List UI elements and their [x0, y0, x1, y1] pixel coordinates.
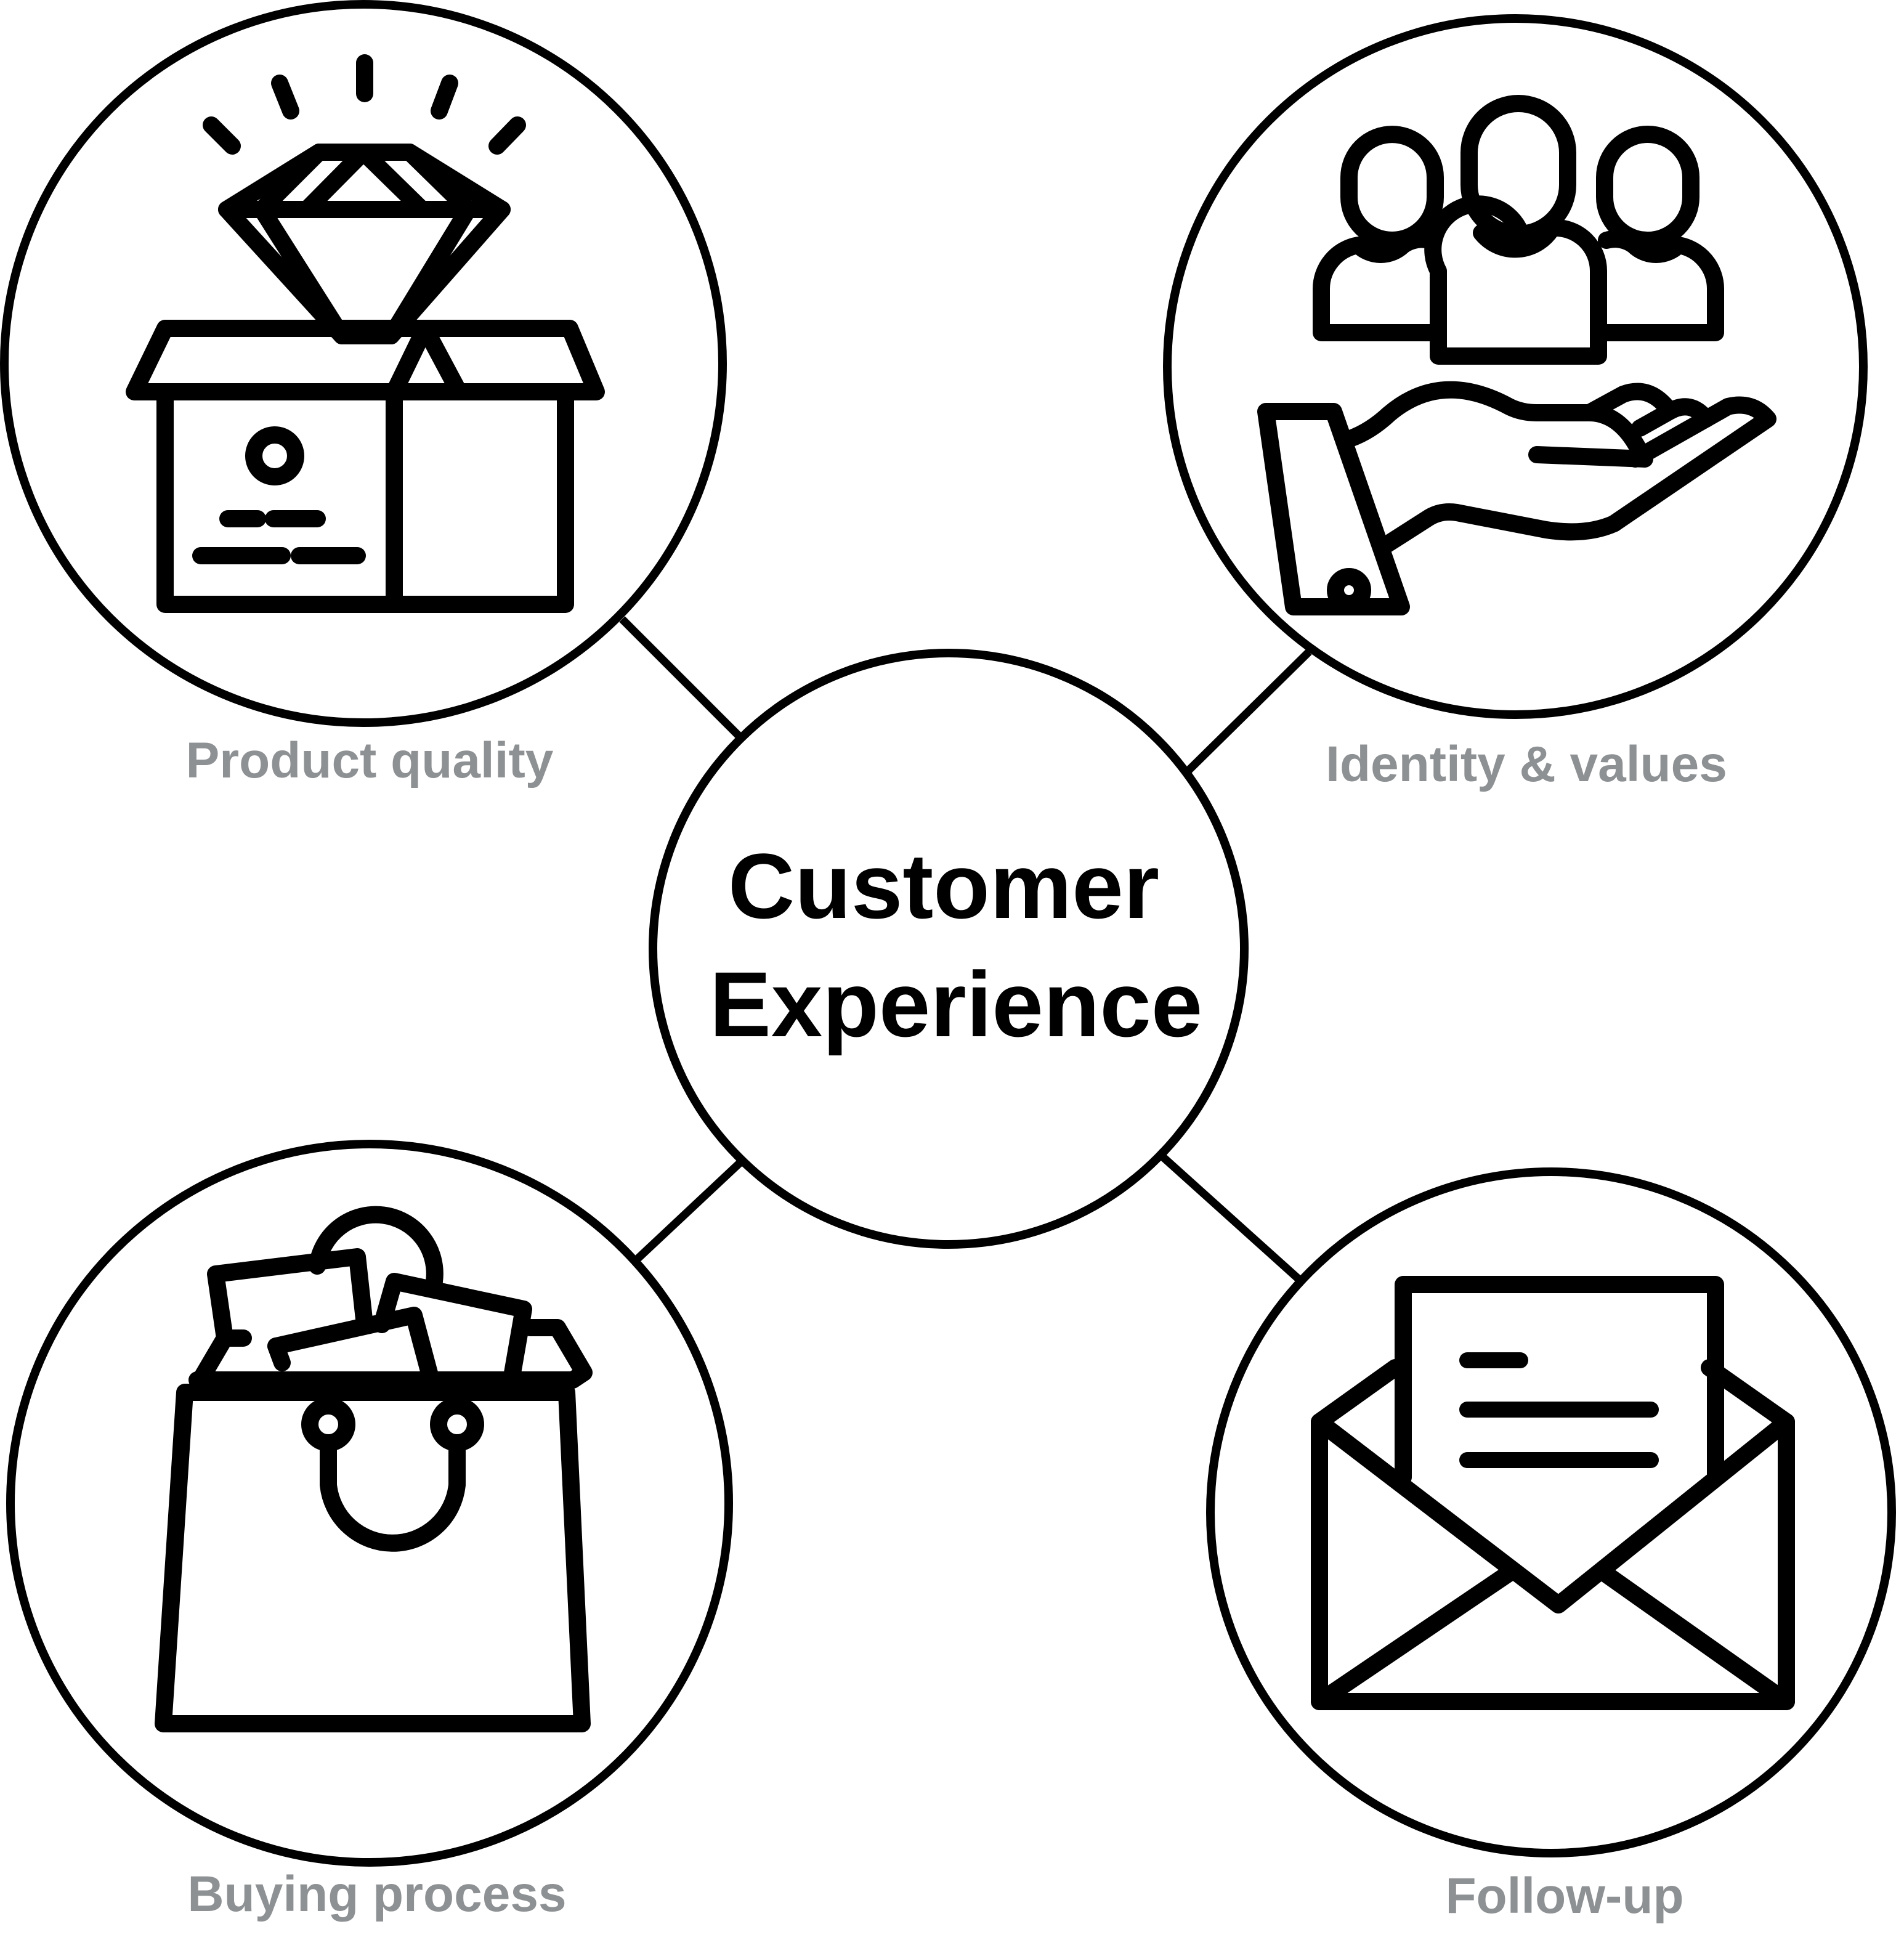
- label-follow-up: Follow-up: [1445, 1868, 1684, 1924]
- node-ring-product-quality: [4, 4, 723, 723]
- node-ring-identity-values: [1167, 18, 1863, 715]
- hand-holding-people-icon: [1266, 103, 1768, 607]
- connector-buying-process: [635, 1159, 743, 1261]
- center-title-line-1: Customer: [727, 834, 1160, 938]
- center-title-line-2: Experience: [709, 952, 1203, 1056]
- label-buying-process: Buying process: [187, 1866, 567, 1922]
- connectors: [622, 619, 1309, 1284]
- connector-follow-up: [1157, 1152, 1304, 1284]
- shopping-bag-icon: [163, 1215, 584, 1724]
- label-product-quality: Product quality: [185, 733, 554, 789]
- gift-box-diamond-icon: [134, 63, 596, 604]
- center-ring: [653, 653, 1244, 1244]
- label-identity-values: Identity & values: [1326, 736, 1727, 792]
- connector-product-quality: [622, 619, 739, 736]
- node-ring-buying-process: [10, 1144, 729, 1862]
- center-node: [653, 653, 1244, 1244]
- open-envelope-letter-icon: [1319, 1285, 1786, 1702]
- connector-identity-values: [1188, 652, 1309, 771]
